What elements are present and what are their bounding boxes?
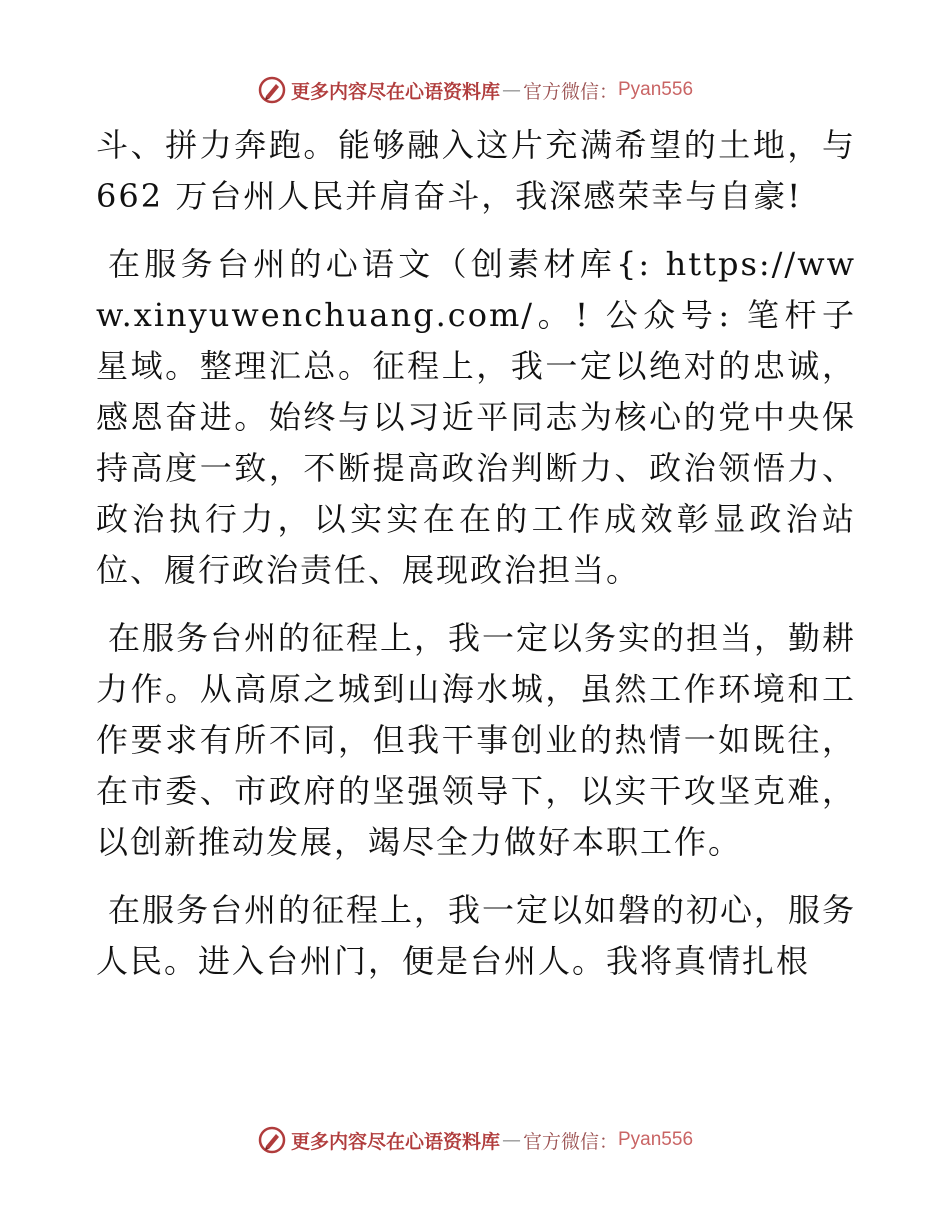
document-body [96,120,856,987]
paragraph-2: 在服务台州的心语文（创素材库{: https://www.xinyuwenchuang.com/。! 公众号: 笔杆子星域。整理汇总。征程上，我一定以绝对的忠诚，感恩奋进。始终与以习近平同志为核心的党中央保持高度一致，不断提高政治判断力、政治领悟力、政治执行力，以实实在在的工作成效彰显政治站位、履行政治责任、展现政治担当。 [96,245,856,589]
paragraph-4: 在服务台州的征程上，我一定以如磐的初心，服务人民。进入台州门，便是台州人。我将真情扎根 [96,891,857,980]
header-banner [0,72,950,108]
banner-wechat-id: Pyan556 [618,1129,694,1150]
paragraph-1: 斗、拼力奔跑。能够融入这片充满希望的土地，与662 万台州人民并肩奋斗，我深感荣幸与自豪! [96,126,856,215]
banner-separator: — [501,1129,521,1151]
banner-wechat-id: Pyan556 [618,79,694,100]
banner-official-label: 官方微信： [522,1130,618,1153]
banner-official-label: 官方微信： [522,80,618,103]
banner-separator: — [501,79,521,101]
paragraph-3: 在服务台州的征程上，我一定以务实的担当，勤耕力作。从高原之城到山海水城，虽然工作环境和工作要求有所不同，但我干事创业的热情一如既往，在市委、市政府的坚强领导下，以实干攻坚克难，以创新推动发展，竭尽全力做好本职工作。 [96,619,857,861]
banner-main-text: 更多内容尽在心语资料库 [290,1130,500,1153]
pen-logo-icon [257,75,287,105]
banner-main-text: 更多内容尽在心语资料库 [290,80,500,103]
footer-banner [0,1122,950,1158]
pen-logo-icon [257,1125,287,1155]
